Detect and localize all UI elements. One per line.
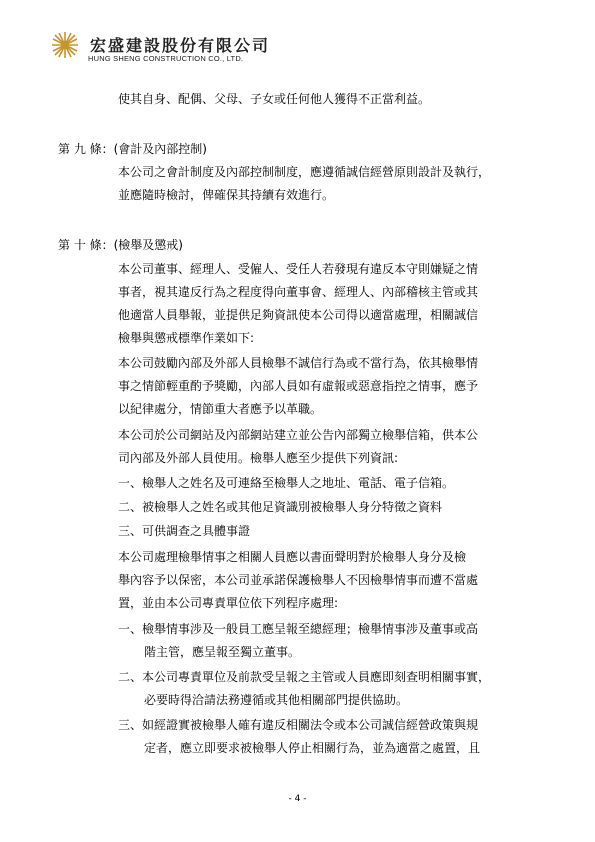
article-9-line: 並應隨時檢討，俾確保其持續有效進行。 — [118, 188, 335, 202]
list-item: 三、可供調查之具體事證 — [118, 524, 251, 538]
paragraph-line: 檢舉與懲戒標準作業如下: — [118, 331, 255, 345]
sun-logo-icon — [50, 30, 80, 60]
paragraph-line: 本公司處理檢舉情事之相關人員應以書面聲明對於檢舉人身分及檢 — [118, 550, 467, 564]
paragraph-line: 本公司於公司網站及內部網站建立並公告內部獨立檢舉信箱，供本公 — [118, 428, 479, 442]
article-10-heading: 第 十 條：(檢舉及懲戒) — [58, 238, 183, 252]
list-item-continuation: 定者，應立即要求被檢舉人停止相關行為，並為適當之處置，且 — [144, 741, 481, 755]
list-item: 二、本公司專責單位及前款受呈報之主管或人員應即刻查明相關事實， — [118, 670, 491, 684]
article-9-line: 本公司之會計制度及內部控制制度，應遵循誠信經營原則設計及執行， — [118, 165, 491, 179]
list-item: 三、如經證實被檢舉人確有違反相關法令或本公司誠信經營政策與規 — [118, 718, 479, 732]
paragraph-line: 置，並由本公司專責單位依下列程序處理: — [118, 596, 339, 610]
paragraph-line: 舉內容予以保密，本公司並承諾保護檢舉人不因檢舉情事而遭不當處 — [118, 573, 479, 587]
company-name-en: HUNG SHENG CONSTRUCTION CO., LTD. — [88, 54, 244, 63]
paragraph-line: 本公司董事、經理人、受僱人、受任人若發現有違反本守則嫌疑之情 — [118, 262, 479, 276]
article-9-heading: 第 九 條：(會計及內部控制) — [58, 142, 207, 156]
list-item-continuation: 階主管，應呈報至獨立董事。 — [144, 645, 301, 659]
continued-text-line: 使其自身、配偶、父母、子女或任何他人獲得不正當利益。 — [118, 92, 431, 106]
list-item: 一、檢舉人之姓名及可連絡至檢舉人之地址、電話、電子信箱。 — [118, 476, 455, 490]
list-item: 一、檢舉情事涉及一般員工應呈報至總經理；檢舉情事涉及董事或高 — [118, 622, 479, 636]
paragraph-line: 事之情節輕重酌予獎勵，內部人員如有虛報或惡意指控之情事，應予 — [118, 379, 479, 393]
company-logo — [50, 30, 271, 70]
page-number: - 4 - — [288, 794, 307, 804]
company-name-cn: 宏盛建設股份有限公司 — [90, 36, 271, 55]
list-item-continuation: 必要時得洽請法務遵循或其他相關部門提供協助。 — [144, 693, 409, 707]
paragraph-line: 他適當人員舉報，並提供足夠資訊使本公司得以適當處理，相關誠信 — [118, 308, 479, 322]
paragraph-line: 本公司鼓勵內部及外部人員檢舉不誠信行為或不當行為，依其檢舉情 — [118, 356, 479, 370]
list-item: 二、被檢舉人之姓名或其他足資識別被檢舉人身分特徵之資料 — [118, 500, 443, 514]
paragraph-line: 以紀律處分，情節重大者應予以革職。 — [118, 402, 323, 416]
paragraph-line: 事者，視其違反行為之程度得向董事會、經理人、內部稽核主管或其 — [118, 285, 479, 299]
paragraph-line: 司內部及外部人員使用。檢舉人應至少提供下列資訊: — [118, 451, 399, 465]
